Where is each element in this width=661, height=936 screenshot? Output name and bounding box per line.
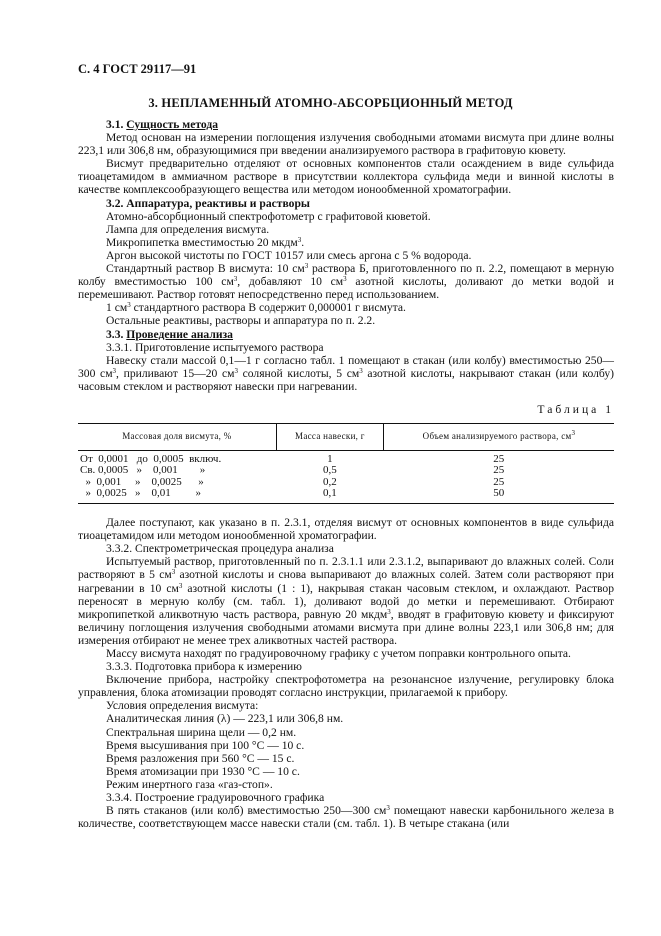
paragraph-3-3-2-a: Испытуемый раствор, приготовленный по п. 2.3.1.1 или 2.3.1.2, выпаривают до влажных солей. Соли растворяют в 5 $см^3$ азотной кислоты и снова выпаривают до влажных солей. Затем соли растворяют при нагревании в 10 $см^3$ азотной кислоты (1 : 1), накрывая стакан часовым стеклом, и охлаждают. Раствор переносят в мерную колбу (см. табл. 1), доливают водой до метки и перемешивают. Отбирают микропипеткой аликвотную часть раствора, равную 20 мкдм$^3$, вводят в графитовую кювету и фиксируют величину поглощения излучения свободными атомами висмута при длине волны 223,1 или 306,8 нм; для измерения отбирают не менее трех аликвотных частей раствора.: [78, 555, 614, 647]
heading-3-3: 3.3. Проведение анализа: [106, 327, 233, 341]
table-row: [78, 488, 614, 503]
paragraph-3-3-4: В пять стаканов (или колб) вместимостью 250—300 $см^3$ помещают навески карбонильного железа в количестве, соответствующем массе навески стали (см. табл. 1). В четыре стакана (или: [78, 804, 615, 831]
document-body: [78, 118, 614, 830]
subheading-3-3-2: 3.3.2. Спектрометрическая процедура анализа: [106, 542, 334, 556]
conditions-title: Условия определения висмута:: [106, 699, 259, 713]
item-micropipette: Микропипетка вместимостью 20 мкдм$^3$.: [106, 235, 305, 249]
section-title: 3. НЕПЛАМЕННЫЙ АТОМНО-АБСОРБЦИОННЫЙ МЕТОД: [148, 96, 513, 110]
item-other-reagents: Остальные реактивы, растворы и аппаратура по п. 2.2.: [106, 314, 376, 328]
table-1: [78, 423, 614, 504]
page-header: С. 4 ГОСТ 29117—91: [78, 62, 197, 76]
subheading-3-3-3: 3.3.3. Подготовка прибора к измерению: [106, 660, 302, 674]
table-cell: » 0,001 » 0,0025 »: [80, 475, 204, 488]
item-solution-content: 1 $см^3$ стандартного раствора В содержит 0,000001 г висмута.: [106, 301, 406, 315]
condition-slit: Спектральная ширина щели — 0,2 нм.: [106, 725, 297, 739]
table-caption: Таблица 1: [537, 402, 614, 416]
table-row: [78, 450, 614, 465]
table-cell: От 0,0001 до 0,0005 включ.: [80, 452, 222, 465]
table-header-mass-fraction: Массовая доля висмута, %: [78, 424, 276, 451]
condition-drying: Время высушивания при 100 °С — 10 с.: [106, 738, 305, 752]
item-lamp: Лампа для определения висмута.: [106, 222, 270, 236]
condition-decomposition: Время разложения при 560 °С — 15 с.: [106, 751, 295, 765]
item-standard-solution: Стандартный раствор В висмута: 10 $см^3$ раствора Б, приготовленного по п. 2.2, помещают в мерную колбу вместимостью 100 $см^3$, добавляют 10 $см^3$ азотной кислоты, доливают до метки водой и перемешивают. Раствор готовят непосредственно перед использованием.: [78, 262, 614, 302]
table-cell: 0,1: [276, 488, 383, 503]
table-header-sample-mass: Масса навески, г: [276, 424, 383, 451]
table-cell: 50: [384, 488, 615, 503]
paragraph-3-3-3: Включение прибора, настройку спектрофотометра на резонансное излучение, регулировку блока управления, блока атомизации проводят согласно инструкции, прилагаемой к прибору.: [78, 673, 614, 700]
item-spectrophotometer: Атомно-абсорбционный спектрофотометр с графитовой кюветой.: [106, 209, 431, 223]
table-cell: 25: [493, 475, 505, 488]
paragraph-3-3-2-b: Массу висмута находят по градуировочному графику с учетом поправки контрольного опыта.: [106, 646, 571, 660]
subheading-3-3-1: 3.3.1. Приготовление испытуемого раствора: [106, 340, 324, 354]
table-cell: 25: [493, 464, 505, 477]
table-cell: 1: [327, 452, 333, 465]
table-cell: Св. 0,0005 » 0,001 »: [80, 464, 206, 477]
paragraph-3-1-b: Висмут предварительно отделяют от основных компонентов стали осаждением в виде сульфида тиоацетамидом в аммиачном растворе в присутствии коллектора сульфида меди и винной кислоты в качестве комплексообразующего вещества или методом ионообменной хроматографии.: [78, 157, 614, 197]
heading-3-1: 3.1. Сущность метода: [106, 118, 219, 131]
heading-3-2: 3.2. Аппаратура, реактивы и растворы: [106, 196, 310, 210]
paragraph-3-3-1: Навеску стали массой 0,1—1 г согласно табл. 1 помещают в стакан (или колбу) вместимостью 250—300 $см^3$, приливают 15—20 $см^3$ соляной кислоты, 5 $см^3$ азотной кислоты, накрывают стакан (или колбу) часовым стеклом и растворяют навески при нагревании.: [78, 353, 614, 393]
paragraph-3-1-a: Метод основан на измерении поглощения излучения свободными атомами висмута при длине волны 223,1 или 306,8 нм, образующимися при введении анализируемого раствора в графитовую кювету.: [78, 131, 614, 158]
table-cell: » 0,0025 » 0,01 »: [78, 488, 276, 503]
table-cell: 0,2: [323, 475, 337, 488]
subheading-3-3-4: 3.3.4. Построение градуировочного графика: [106, 791, 325, 804]
table-cell: 25: [493, 452, 505, 465]
condition-gas-mode: Режим инертного газа «газ-стоп».: [106, 777, 273, 791]
item-argon: Аргон высокой чистоты по ГОСТ 10157 или смесь аргона с 5 % водорода.: [106, 248, 472, 262]
paragraph-after-table: Далее поступают, как указано в п. 2.3.1, отделяя висмут от основных компонентов в виде сульфида тиоацетамидом или методом ионообменной хроматографии.: [78, 516, 614, 543]
condition-line: Аналитическая линия (λ) — 223,1 или 306,8 нм.: [106, 712, 344, 726]
condition-atomization: Время атомизации при 1930 °С — 10 с.: [106, 764, 300, 778]
table-cell: 0,5: [323, 464, 337, 477]
table-header-volume: Объем анализируемого раствора, $см^3$: [384, 424, 615, 451]
